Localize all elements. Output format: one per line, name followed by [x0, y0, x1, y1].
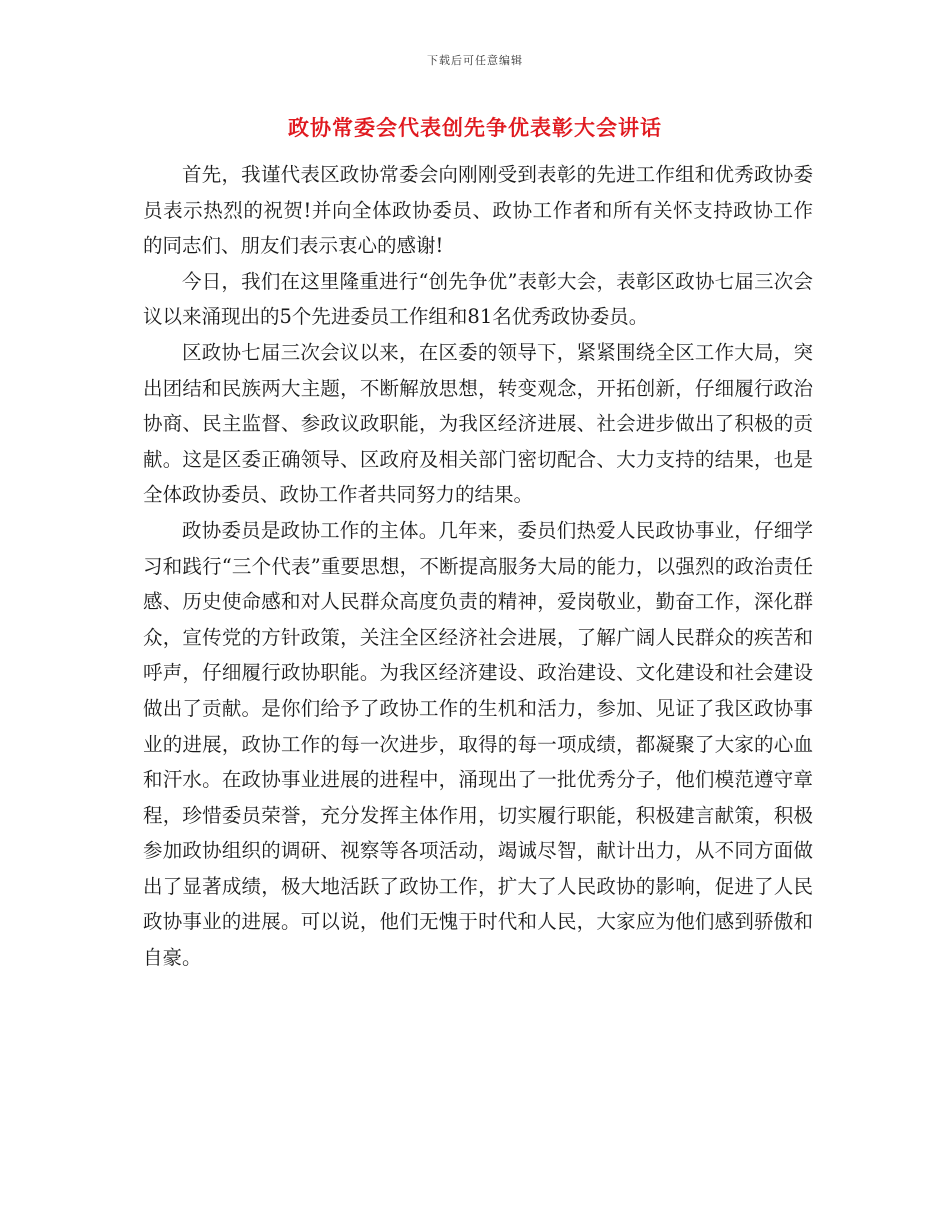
- paragraph-4: 政协委员是政协工作的主体。几年来，委员们热爱人民政协事业，仔细学习和践行“三个代表”重要思想，不断提高服务大局的能力，以强烈的政治责任感、历史使命感和对人民群众高度负责的精神，爱岗敬业，勤奋工作，深化群众，宣传党的方针政策，关注全区经济社会进展，了解广阔人民群众的疾苦和呼声，仔细履行政协职能。为我区经济建设、政治建设、文化建设和社会建设做出了贡献。是你们给予了政协工作的生机和活力，参加、见证了我区政协事业的进展，政协工作的每一次进步，取得的每一项成绩，都凝聚了大家的心血和汗水。在政协事业进展的进程中，涌现出了一批优秀分子，他们模范遵守章程，珍惜委员荣誉，充分发挥主体作用，切实履行职能，积极建言献策，积极参加政协组织的调研、视察等各项活动，竭诚尽智，献计出力，从不同方面做出了显著成绩，极大地活跃了政协工作，扩大了人民政协的影响，促进了人民政协事业的进展。可以说，他们无愧于时代和人民，大家应为他们感到骄傲和自豪。: [143, 518, 813, 970]
- header-note: 下载后可任意编辑: [427, 54, 523, 67]
- paragraph-3: 区政协七届三次会议以来，在区委的领导下，紧紧围绕全区工作大局，突出团结和民族两大主题，不断解放思想，转变观念，开拓创新，仔细履行政治协商、民主监督、参政议政职能，为我区经济进展、社会进步做出了积极的贡献。这是区委正确领导、区政府及相关部门密切配合、大力支持的结果，也是全体政协委员、政协工作者共同努力的结果。: [143, 340, 813, 507]
- document-title: 政协常委会代表创先争优表彰大会讲话: [288, 115, 662, 140]
- paragraph-2: 今日，我们在这里隆重进行“创先争优”表彰大会，表彰区政协七届三次会议以来涌现出的5个先进委员工作组和81名优秀政协委员。: [143, 269, 813, 329]
- paragraph-1: 首先，我谨代表区政协常委会向刚刚受到表彰的先进工作组和优秀政协委员表示热烈的祝贺!并向全体政协委员、政协工作者和所有关怀支持政协工作的同志们、朋友们表示衷心的感谢!: [143, 163, 813, 258]
- document-body: [143, 157, 813, 976]
